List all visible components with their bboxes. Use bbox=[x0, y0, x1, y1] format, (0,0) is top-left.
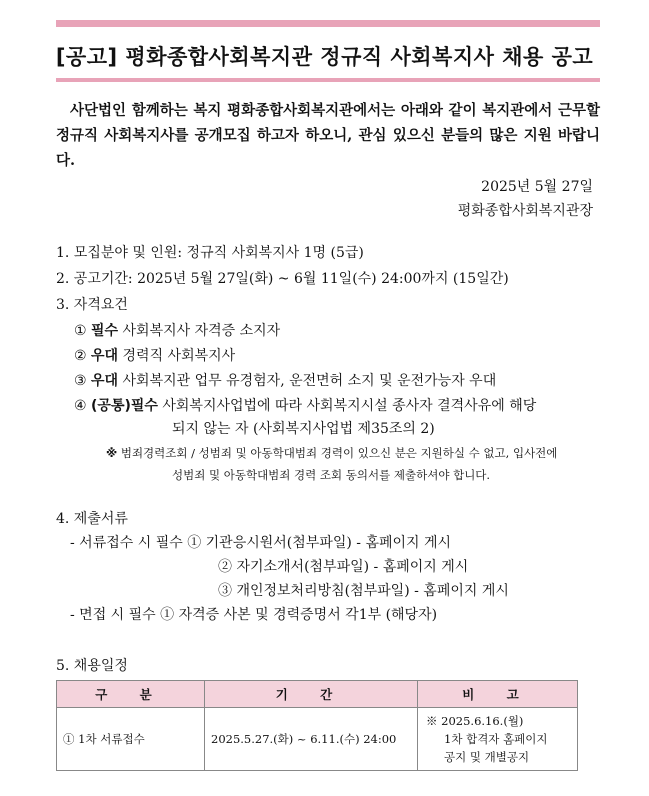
qualification-4-continued: 되지 않는 자 (사회복지사업법 제35조의 2) bbox=[172, 421, 435, 437]
notice-date: 2025년 5월 27일 bbox=[481, 179, 593, 195]
qualification-4 bbox=[74, 395, 536, 415]
item-schedule-heading: 5. 채용일정 bbox=[56, 658, 128, 674]
document-interview-required: - 면접 시 필수 ① 자격증 사본 및 경력증명서 각1부 (해당자) bbox=[70, 607, 438, 623]
title-underline-bar bbox=[56, 78, 600, 82]
intro-text: 사단법인 함께하는 복지 평화종합사회복지관에서는 아래와 같이 복지관에서 근무할 정규직 사회복지사를 공개모집 하고자 하오니, 관심 있으신 분들의 많은 지원 바랍니다. bbox=[56, 102, 600, 169]
qualification-3 bbox=[74, 370, 496, 390]
item-recruit-field: 1. 모집분야 및 인원: 정규직 사회복지사 1명 (5급) bbox=[56, 245, 364, 261]
note-line-1 bbox=[106, 445, 557, 461]
document-privacy-policy: ③ 개인정보처리방침(첨부파일) - 홈페이지 게시 bbox=[218, 583, 509, 599]
qualification-label: 필수 bbox=[91, 323, 119, 339]
page-title: [공고] 평화종합사회복지관 정규직 사회복지사 채용 공고 bbox=[55, 45, 594, 69]
schedule-note bbox=[418, 708, 578, 771]
qualification-num: ② bbox=[74, 348, 87, 364]
qualification-text: 사회복지사 자격증 소지자 bbox=[122, 323, 281, 339]
schedule-period: 2025.5.27.(화) ~ 6.11.(수) 24:00 bbox=[205, 708, 418, 771]
header-period: 기 간 bbox=[205, 681, 418, 708]
item-qualifications-heading: 3. 자격요건 bbox=[56, 297, 128, 313]
qualification-num: ③ bbox=[74, 373, 87, 389]
document-self-introduction: ② 자기소개서(첨부파일) - 홈페이지 게시 bbox=[218, 559, 469, 575]
schedule-note-line-1: ※ 2025.6.16.(월) bbox=[426, 714, 524, 728]
header-note: 비 고 bbox=[418, 681, 578, 708]
item-documents-heading: 4. 제출서류 bbox=[56, 511, 128, 527]
qualification-1 bbox=[74, 320, 280, 340]
note-text-1: 범죄경력조회 / 성범죄 및 아동학대범죄 경력이 있으신 분은 지원하실 수 없고, 입사전에 bbox=[120, 446, 558, 460]
item-notice-period: 2. 공고기간: 2025년 5월 27일(화) ~ 6월 11일(수) 24:00까지 (15일간) bbox=[56, 271, 509, 287]
notice-signer: 평화종합사회복지관장 bbox=[457, 203, 593, 219]
qualification-label: (공통)필수 bbox=[91, 398, 158, 414]
schedule-phase: ① 1차 서류접수 bbox=[57, 708, 205, 771]
note-mark: ※ bbox=[106, 446, 118, 460]
schedule-note-line-2: 1차 합격자 홈페이지 bbox=[444, 732, 548, 746]
qualification-2 bbox=[74, 345, 235, 365]
qualification-text: 경력직 사회복지사 bbox=[122, 348, 236, 364]
qualification-text: 사회복지사업법에 따라 사회복지시설 종사자 결격사유에 해당 bbox=[162, 398, 537, 414]
note-line-2: 성범죄 및 아동학대범죄 경력 조회 동의서를 제출하셔야 합니다. bbox=[172, 468, 491, 482]
schedule-table bbox=[56, 680, 578, 771]
document-application-form: - 서류접수 시 필수 ① 기관응시원서(첨부파일) - 홈페이지 게시 bbox=[70, 535, 452, 551]
schedule-header-row bbox=[57, 681, 578, 708]
qualification-num: ④ bbox=[74, 398, 87, 414]
qualification-text: 사회복지관 업무 유경험자, 운전면허 소지 및 운전가능자 우대 bbox=[122, 373, 497, 389]
schedule-note-line-3: 공지 및 개별공지 bbox=[444, 750, 530, 764]
header-phase: 구 분 bbox=[57, 681, 205, 708]
table-row bbox=[57, 708, 578, 771]
qualification-label: 우대 bbox=[91, 348, 119, 364]
qualification-label: 우대 bbox=[91, 373, 119, 389]
title-top-bar bbox=[56, 20, 600, 27]
intro-paragraph bbox=[56, 98, 600, 173]
qualification-num: ① bbox=[74, 323, 87, 339]
